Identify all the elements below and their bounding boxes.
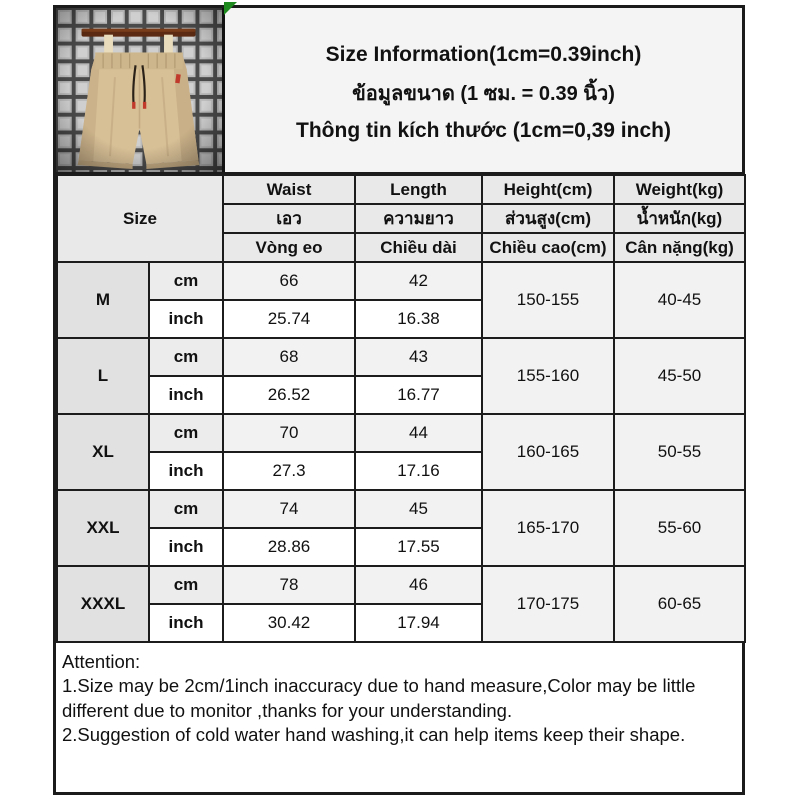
length-cm-value: 45 xyxy=(355,490,482,528)
col-header-length: Length xyxy=(355,175,482,204)
size-label: L xyxy=(57,338,149,414)
size-row-l-cm xyxy=(57,338,745,376)
weight-range: 50-55 xyxy=(614,414,745,490)
size-row-xxl-cm xyxy=(57,490,745,528)
page-title: Size Information(1cm=0.39inch) xyxy=(325,43,642,66)
length-cm-value: 43 xyxy=(355,338,482,376)
attention-line-1: 1.Size may be 2cm/1inch inaccuracy due to hand measure,Color may be little different due to monitor ,thanks for your understanding. xyxy=(62,675,696,721)
col-header-height-th: ส่วนสูง(cm) xyxy=(482,204,614,233)
length-inch-value: 17.55 xyxy=(355,528,482,566)
col-header-length-vi: Chiều dài xyxy=(355,233,482,262)
waist-cm-value: 68 xyxy=(223,338,355,376)
col-header-length-th: ความยาว xyxy=(355,204,482,233)
unit-inch: inch xyxy=(149,376,223,414)
length-cm-value: 44 xyxy=(355,414,482,452)
weight-range: 45-50 xyxy=(614,338,745,414)
col-header-weight-vi: Cân nặng(kg) xyxy=(614,233,745,262)
weight-range: 60-65 xyxy=(614,566,745,642)
size-table xyxy=(56,174,746,643)
header-row-en xyxy=(57,175,745,204)
product-photo xyxy=(56,8,225,172)
waist-inch-value: 26.52 xyxy=(223,376,355,414)
unit-cm: cm xyxy=(149,490,223,528)
waist-inch-value: 25.74 xyxy=(223,300,355,338)
shorts-photo-illustration xyxy=(56,8,222,172)
green-corner-marker-icon xyxy=(224,2,237,15)
col-header-height-vi: Chiều cao(cm) xyxy=(482,233,614,262)
unit-inch: inch xyxy=(149,452,223,490)
waist-inch-value: 27.3 xyxy=(223,452,355,490)
unit-inch: inch xyxy=(149,528,223,566)
length-inch-value: 16.77 xyxy=(355,376,482,414)
waist-cm-value: 74 xyxy=(223,490,355,528)
unit-cm: cm xyxy=(149,414,223,452)
height-range: 165-170 xyxy=(482,490,614,566)
height-range: 150-155 xyxy=(482,262,614,338)
content-frame xyxy=(53,5,745,795)
length-inch-value: 17.16 xyxy=(355,452,482,490)
length-inch-value: 17.94 xyxy=(355,604,482,642)
height-range: 170-175 xyxy=(482,566,614,642)
attention-title: Attention: xyxy=(62,651,141,672)
unit-cm: cm xyxy=(149,566,223,604)
col-header-waist-th: เอว xyxy=(223,204,355,233)
attention-line-2: 2.Suggestion of cold water hand washing,it can help items keep their shape. xyxy=(62,724,686,746)
col-header-waist: Waist xyxy=(223,175,355,204)
waist-cm-value: 66 xyxy=(223,262,355,300)
length-cm-value: 42 xyxy=(355,262,482,300)
unit-inch: inch xyxy=(149,604,223,642)
size-row-xxxl-cm xyxy=(57,566,745,604)
height-range: 160-165 xyxy=(482,414,614,490)
page-title-thai: ข้อมูลขนาด (1 ซม. = 0.39 นิ้ว) xyxy=(352,83,615,105)
col-header-weight-th: น้ำหนัก(kg) xyxy=(614,204,745,233)
length-cm-value: 46 xyxy=(355,566,482,604)
weight-range: 55-60 xyxy=(614,490,745,566)
col-header-weight: Weight(kg) xyxy=(614,175,745,204)
height-range: 155-160 xyxy=(482,338,614,414)
waist-inch-value: 30.42 xyxy=(223,604,355,642)
page-title-vietnamese: Thông tin kích thước (1cm=0,39 inch) xyxy=(296,119,671,142)
unit-inch: inch xyxy=(149,300,223,338)
size-label: XL xyxy=(57,414,149,490)
attention-notes xyxy=(56,643,742,748)
col-header-height: Height(cm) xyxy=(482,175,614,204)
size-label: XXXL xyxy=(57,566,149,642)
weight-range: 40-45 xyxy=(614,262,745,338)
waist-cm-value: 70 xyxy=(223,414,355,452)
size-label: M xyxy=(57,262,149,338)
col-header-waist-vi: Vòng eo xyxy=(223,233,355,262)
unit-cm: cm xyxy=(149,338,223,376)
size-label: XXL xyxy=(57,490,149,566)
size-row-xl-cm xyxy=(57,414,745,452)
title-area xyxy=(225,8,742,172)
length-inch-value: 16.38 xyxy=(355,300,482,338)
size-row-m-cm xyxy=(57,262,745,300)
header-section xyxy=(56,8,742,174)
waist-inch-value: 28.86 xyxy=(223,528,355,566)
unit-cm: cm xyxy=(149,262,223,300)
size-corner-header: Size xyxy=(57,175,223,262)
waist-cm-value: 78 xyxy=(223,566,355,604)
